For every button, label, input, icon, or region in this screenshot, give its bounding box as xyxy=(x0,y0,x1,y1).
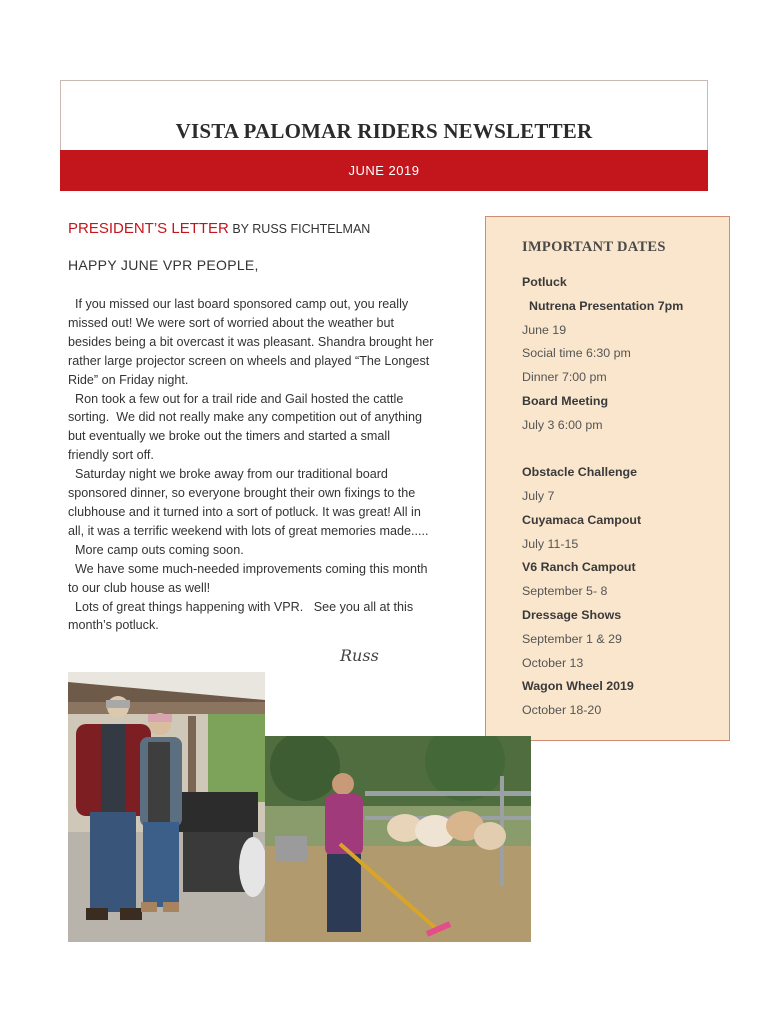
event-name: Nutrena Presentation 7pm xyxy=(529,298,684,313)
letter-line: missed out! We were sort of worried about the weather but xyxy=(68,315,394,330)
letter-line: besides being a bit overcast it was pleasant. Shandra brought her xyxy=(68,334,434,349)
dates-spacer xyxy=(522,438,722,462)
letter-line: Lots of great things happening with VPR. See you all at this xyxy=(68,599,414,614)
issue-date: JUNE 2019 xyxy=(348,163,420,178)
event-date: September 5- 8 xyxy=(522,584,608,599)
event-name: Wagon Wheel 2019 xyxy=(522,679,634,694)
letter-heading-title: PRESIDENT’S LETTER xyxy=(68,220,229,237)
event-date: July 3 6:00 pm xyxy=(522,417,603,432)
event-date: July 11-15 xyxy=(522,536,579,551)
event-name: Obstacle Challenge xyxy=(522,465,637,480)
newsletter-masthead xyxy=(60,80,708,190)
letter-body xyxy=(68,295,473,635)
letter-line: More camp outs coming soon. xyxy=(68,542,244,557)
event-date: October 18-20 xyxy=(522,703,602,718)
event-name: Cuyamaca Campout xyxy=(522,512,642,527)
letter-greeting: HAPPY JUNE VPR PEOPLE, xyxy=(68,257,259,273)
event-name: Dressage Shows xyxy=(522,607,622,622)
letter-line: all, it was a terrific weekend with lots of great memories made..... xyxy=(68,523,429,538)
letter-line: but eventually we broke out the timers and started a small xyxy=(68,429,391,444)
event-date: June 19 xyxy=(522,322,567,337)
letter-author: BY RUSS FICHTELMAN xyxy=(228,222,371,236)
letter-line: Ron took a few out for a trail ride and Gail hosted the cattle xyxy=(68,391,404,406)
letter-line: rather large projector screen on wheels and played “The Longest xyxy=(68,353,430,368)
photo-woman-raking-cattle xyxy=(265,736,531,942)
event-date: September 1 & 29 xyxy=(522,631,622,646)
letter-line: sorting. We did not really make any competition out of anything xyxy=(68,410,422,425)
important-dates-sidebar xyxy=(485,216,730,741)
letter-heading xyxy=(68,218,473,239)
letter-line: friendly sort off. xyxy=(68,448,154,463)
letter-line: Ride” on Friday night. xyxy=(68,372,189,387)
event-date: October 13 xyxy=(522,655,584,670)
newsletter-title: VISTA PALOMAR RIDERS NEWSLETTER xyxy=(175,119,593,143)
event-name: Board Meeting xyxy=(522,393,609,408)
letter-line: Saturday night we broke away from our traditional board xyxy=(68,467,388,482)
event-date: July 7 xyxy=(522,488,555,503)
letter-line: If you missed our last board sponsored camp out, you really xyxy=(68,297,409,311)
event-name: V6 Ranch Campout xyxy=(522,560,636,575)
letter-line: sponsored dinner, so everyone brought their own fixings to the xyxy=(68,486,416,501)
letter-line: to our club house as well! xyxy=(68,580,211,595)
event-date: Dinner 7:00 pm xyxy=(522,370,607,385)
dates-list xyxy=(522,271,722,723)
letter-line: month’s potluck. xyxy=(68,618,159,633)
event-name: Potluck xyxy=(522,275,567,289)
event-date: Social time 6:30 pm xyxy=(522,346,631,361)
letter-signature: Russ xyxy=(340,646,379,665)
letter-line: We have some much-needed improvements coming this month xyxy=(68,561,428,576)
presidents-letter xyxy=(68,218,473,635)
sidebar-title: IMPORTANT DATES xyxy=(522,239,666,255)
issue-date-banner xyxy=(60,150,708,191)
letter-line: clubhouse and it turned into a sort of potluck. It was great! All in xyxy=(68,504,421,519)
photo-couple-clubhouse xyxy=(68,672,265,942)
